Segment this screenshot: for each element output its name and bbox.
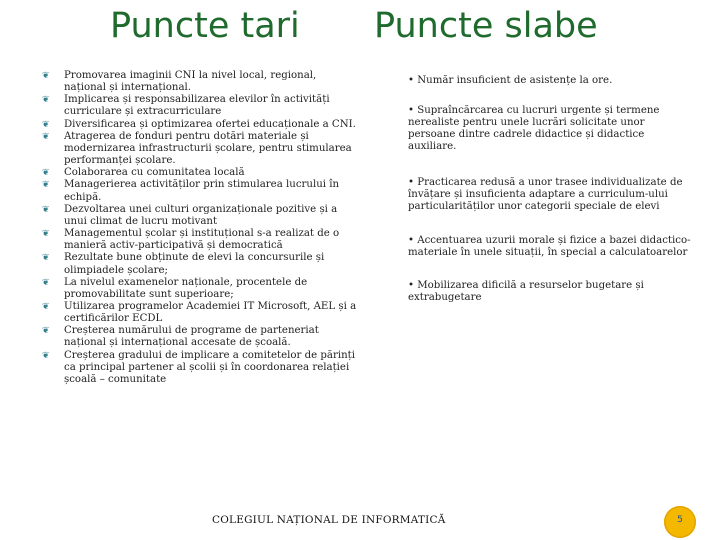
- strengths-list: [42, 70, 372, 386]
- leaf-bullet-icon: ❦: [42, 131, 50, 142]
- strength-item: [42, 70, 372, 94]
- strength-item: [42, 301, 372, 325]
- strength-line: Colaborarea cu comunitatea locală: [64, 167, 245, 179]
- leaf-bullet-icon: ❦: [42, 95, 50, 106]
- weakness-line: materiale în unele situații, în special a calculatoarelor: [408, 247, 688, 259]
- footer-institution: COLEGIUL NAȚIONAL DE INFORMATICĂ: [212, 514, 446, 526]
- strength-item: [42, 325, 372, 349]
- leaf-bullet-icon: ❦: [42, 326, 50, 337]
- weakness-line: persoane dintre cadrele didactice și didactice: [408, 129, 645, 141]
- strength-item: [42, 350, 372, 386]
- leaf-bullet-icon: ❦: [42, 350, 50, 361]
- weakness-line: • Supraîncărcarea cu lucruri urgente și termene: [408, 105, 660, 116]
- strength-line: modernizarea infrastructurii școlare, pentru stimularea: [64, 142, 352, 154]
- weakness-item: [408, 235, 693, 259]
- strength-line: Atragerea de fonduri pentru dotări materiale și: [64, 130, 309, 142]
- strength-line: școală – comunitate: [64, 373, 167, 385]
- strength-line: performanței școlare.: [64, 155, 176, 167]
- strength-line: unui climat de lucru motivant: [64, 215, 218, 227]
- strength-line: național și internațional accesate de școală.: [64, 337, 291, 349]
- weakness-line: • Practicarea redusă a unor trasee individualizate de: [408, 177, 683, 188]
- leaf-bullet-icon: ❦: [42, 253, 50, 264]
- strength-item: [42, 167, 372, 179]
- weakness-line: • Accentuarea uzurii morale și fizice a bazei didactico-: [408, 235, 691, 246]
- strength-line: Utilizarea programelor Academiei IT Microsoft, AEL și a: [64, 300, 357, 312]
- weakness-item: [408, 280, 693, 304]
- weakness-item: [408, 75, 693, 87]
- strength-line: Creșterea numărului de programe de parteneriat: [64, 325, 319, 337]
- strength-line: Managerierea activităților prin stimularea lucrului în: [64, 179, 340, 191]
- leaf-bullet-icon: ❦: [42, 277, 50, 288]
- strength-line: național și internațional.: [64, 82, 192, 94]
- weakness-line: învățare și insuficienta adaptare a curriculum-ului: [408, 189, 668, 201]
- weakness-line: particularităților unor categorii speciale de elevi: [408, 201, 660, 213]
- leaf-bullet-icon: ❦: [42, 204, 50, 215]
- weakness-line: extrabugetare: [408, 292, 482, 304]
- strength-line: curriculare și extracurriculare: [64, 106, 222, 118]
- page-number: 5: [677, 515, 683, 525]
- strength-item: [42, 94, 372, 118]
- weakness-line: • Număr insuficient de asistențe la ore.: [408, 75, 613, 86]
- page-number-badge: [664, 506, 696, 538]
- strength-line: Managementul școlar și instituțional s-a realizat de o: [64, 228, 340, 240]
- weakness-line: auxiliare.: [408, 141, 457, 153]
- strength-line: Creșterea gradului de implicare a comitetelor de părinți: [64, 349, 356, 361]
- strength-line: manieră activ-participativă și democratică: [64, 240, 283, 252]
- strength-item: [42, 131, 372, 167]
- weakness-line: nerealiste pentru unele lucrări solicitate unor: [408, 117, 645, 129]
- strength-line: Diversificarea și optimizarea ofertei educaționale a CNI.: [64, 118, 356, 130]
- strength-line: certificărilor ECDL: [64, 313, 163, 325]
- strength-line: promovabilitate sunt superioare;: [64, 288, 234, 300]
- strength-item: [42, 228, 372, 252]
- strength-line: Promovarea imaginii CNI la nivel local, regional,: [64, 70, 317, 81]
- title-weaknesses: Puncte slabe: [374, 6, 598, 46]
- strength-item: [42, 277, 372, 301]
- strength-item: [42, 252, 372, 276]
- leaf-bullet-icon: ❦: [42, 119, 50, 130]
- strength-item: [42, 204, 372, 228]
- leaf-bullet-icon: ❦: [42, 71, 50, 81]
- leaf-bullet-icon: ❦: [42, 229, 50, 240]
- title-strengths: Puncte tari: [110, 6, 300, 46]
- weakness-line: • Mobilizarea dificilă a resurselor bugetare și: [408, 280, 644, 291]
- strength-line: ca principal partener al școlii și în coordonarea relației: [64, 361, 350, 373]
- strength-line: Implicarea și responsabilizarea elevilor în activități: [64, 94, 330, 106]
- strength-line: echipă.: [64, 191, 102, 203]
- strength-item: [42, 179, 372, 203]
- weakness-item: [408, 105, 693, 154]
- leaf-bullet-icon: ❦: [42, 301, 50, 312]
- strength-line: olimpiadele școlare;: [64, 264, 168, 276]
- leaf-bullet-icon: ❦: [42, 180, 50, 191]
- strength-line: Dezvoltarea unei culturi organizaționale pozitive și a: [64, 203, 338, 215]
- weakness-item: [408, 177, 693, 213]
- leaf-bullet-icon: ❦: [42, 168, 50, 179]
- strength-line: La nivelul examenelor naționale, procentele de: [64, 276, 308, 288]
- strength-item: [42, 119, 372, 131]
- strength-line: Rezultate bune obținute de elevi la concursurile și: [64, 252, 325, 264]
